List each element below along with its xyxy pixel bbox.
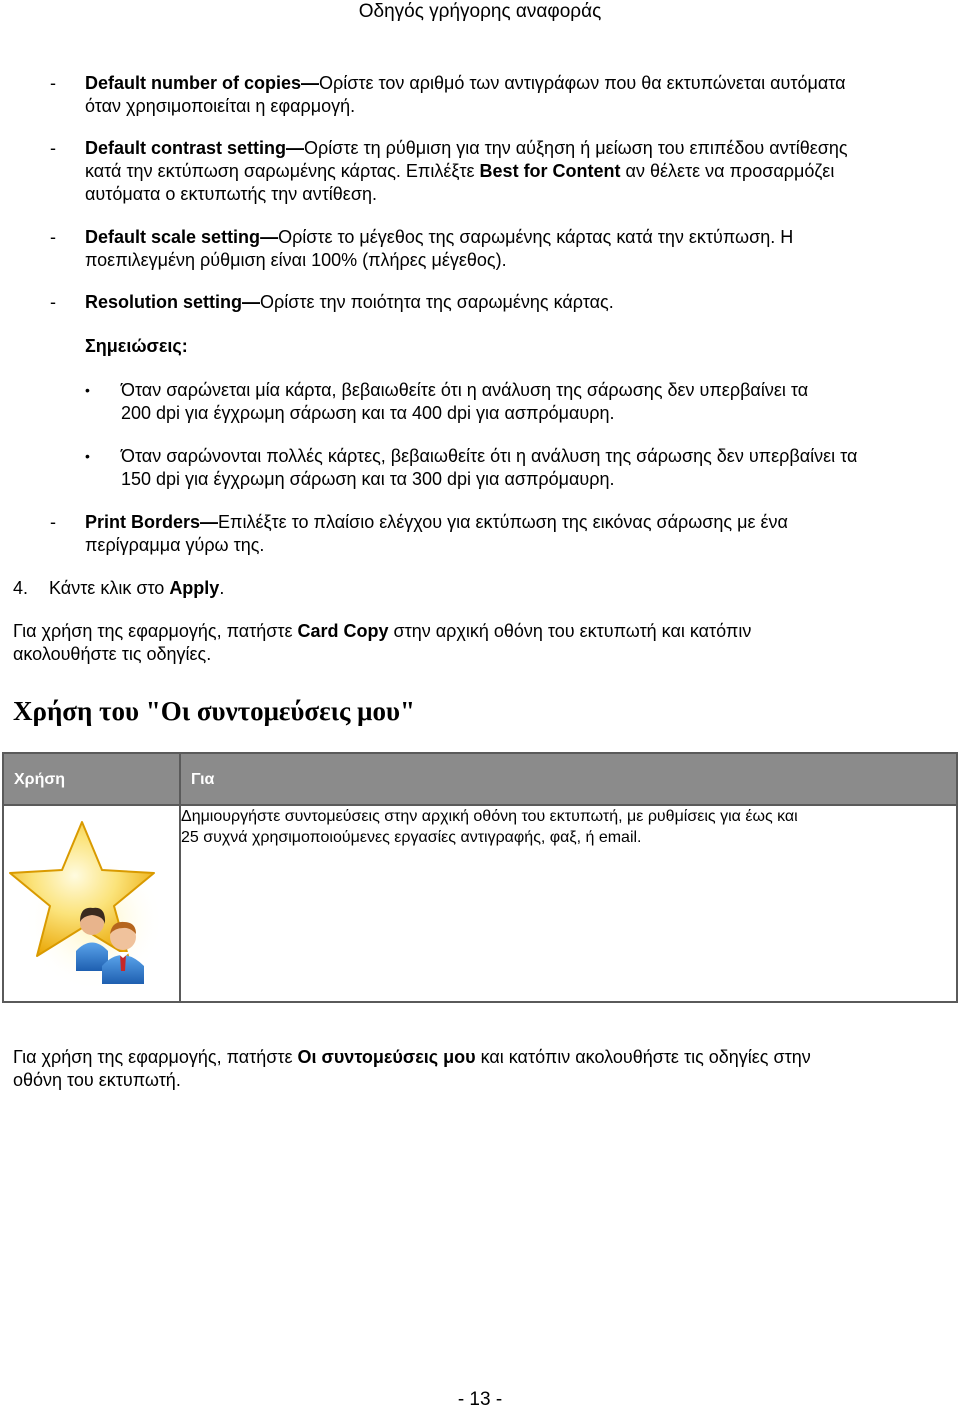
step-text: Κάντε κλικ στο — [49, 578, 170, 598]
note-line: Όταν σαρώνεται μία κάρτα, βεβαιωθείτε ότι η ανάλυση της σάρωσης δεν υπερβαίνει τα — [121, 380, 809, 400]
description-line: Δημιουργήστε συντομεύσεις στην αρχική οθόνη του εκτυπωτή, με ρυθμίσεις για έως και — [181, 808, 798, 825]
column-header-for: Για — [180, 753, 957, 805]
list-item-resolution — [85, 291, 945, 314]
list-item-default-scale — [85, 226, 945, 272]
step-4-text — [49, 577, 224, 600]
description: Ορίστε τη ρύθμιση για την αύξηση ή μείωση του επιπέδου αντίθεσης — [304, 138, 848, 158]
para-text: στην αρχική οθόνη του εκτυπωτή και κατόπιν — [388, 621, 752, 641]
em-dash: — — [260, 227, 279, 247]
term: Resolution setting — [85, 292, 242, 312]
running-header: Οδηγός γρήγορης αναφοράς — [358, 1, 602, 22]
list-dash: - — [50, 138, 56, 158]
list-dash: - — [50, 512, 56, 532]
term: Default number of copies — [85, 73, 302, 93]
step-number: 4. — [13, 578, 29, 598]
icon-cell — [3, 805, 180, 1002]
description-cont: αυτόματα ο εκτυπωτής την αντίθεση. — [85, 184, 377, 204]
bullet: • — [85, 382, 90, 398]
description-cont: αν θέλετε να προσαρμόζει — [620, 161, 835, 181]
term: Default contrast setting — [85, 138, 287, 158]
note-line: 150 dpi για έγχρωμη σάρωση και τα 300 dpi για ασπρόμαυρη. — [121, 469, 615, 489]
term: Print Borders — [85, 512, 201, 532]
list-dash: - — [50, 227, 56, 247]
my-shortcuts-paragraph — [13, 1046, 948, 1092]
para-text: Για χρήση της εφαρμογής, πατήστε — [13, 1047, 298, 1067]
step-end: . — [219, 578, 225, 598]
description: Ορίστε τον αριθμό των αντιγράφων που θα εκτυπώνεται αυτόματα — [319, 73, 846, 93]
description: Ορίστε την ποιότητα της σαρωμένης κάρτας. — [260, 292, 614, 312]
description-cell — [180, 805, 957, 1002]
description-cont: κατά την εκτύπωση σαρωμένης κάρτας. Επιλέξτε — [85, 161, 480, 181]
card-copy-paragraph — [13, 620, 943, 666]
section-heading: Χρήση του "Οι συντομεύσεις μου" — [13, 696, 415, 726]
description-cont: περίγραμμα γύρω της. — [85, 535, 265, 555]
column-header-use: Χρήση — [3, 753, 180, 805]
my-shortcuts-star-people-icon — [4, 806, 169, 1001]
para-text: και κατόπιν ακολουθήστε τις οδηγίες στην — [475, 1047, 811, 1067]
page-number: - 13 - — [457, 1389, 503, 1410]
note-item-single-card — [121, 379, 951, 425]
note-line: 200 dpi για έγχρωμη σάρωση και τα 400 dpi για ασπρόμαυρη. — [121, 403, 615, 423]
table-header-row — [3, 753, 957, 805]
description-cont: όταν χρησιμοποιείται η εφαρμογή. — [85, 96, 356, 116]
list-item-default-copies — [85, 72, 945, 118]
best-for-content: Best for Content — [479, 161, 621, 181]
term: Default scale setting — [85, 227, 261, 247]
description-cont: ποεπιλεγμένη ρύθμιση είναι 100% (πλήρες μέγεθος). — [85, 250, 507, 270]
note-item-multiple-cards — [121, 445, 951, 491]
app-table — [2, 752, 958, 1003]
para-text: οθόνη του εκτυπωτή. — [13, 1070, 181, 1090]
note-line: Όταν σαρώνονται πολλές κάρτες, βεβαιωθείτε ότι η ανάλυση της σάρωσης δεν υπερβαίνει τα — [121, 446, 858, 466]
em-dash: — — [286, 138, 305, 158]
apply-label: Apply — [169, 578, 220, 598]
em-dash: — — [200, 512, 219, 532]
list-dash: - — [50, 73, 56, 93]
em-dash: — — [242, 292, 260, 312]
description: Ορίστε το μέγεθος της σαρωμένης κάρτας κατά την εκτύπωση. Η — [278, 227, 794, 247]
para-text: Για χρήση της εφαρμογής, πατήστε — [13, 621, 298, 641]
table-row — [3, 805, 957, 1002]
description: Επιλέξτε το πλαίσιο ελέγχου για εκτύπωση της εικόνας σάρωσης με ένα — [218, 512, 788, 532]
list-item-print-borders — [85, 511, 945, 557]
description-line: 25 συχνά χρησιμοποιούμενες εργασίες αντιγραφής, φαξ, ή email. — [181, 829, 642, 846]
my-shortcuts-label: Οι συντομεύσεις μου — [297, 1047, 476, 1067]
card-copy-label: Card Copy — [297, 621, 389, 641]
em-dash: — — [301, 73, 320, 93]
para-text: ακολουθήστε τις οδηγίες. — [13, 644, 212, 664]
notes-heading: Σημειώσεις: — [85, 336, 188, 356]
list-item-default-contrast — [85, 137, 945, 206]
bullet: • — [85, 448, 90, 464]
list-dash: - — [50, 292, 56, 312]
